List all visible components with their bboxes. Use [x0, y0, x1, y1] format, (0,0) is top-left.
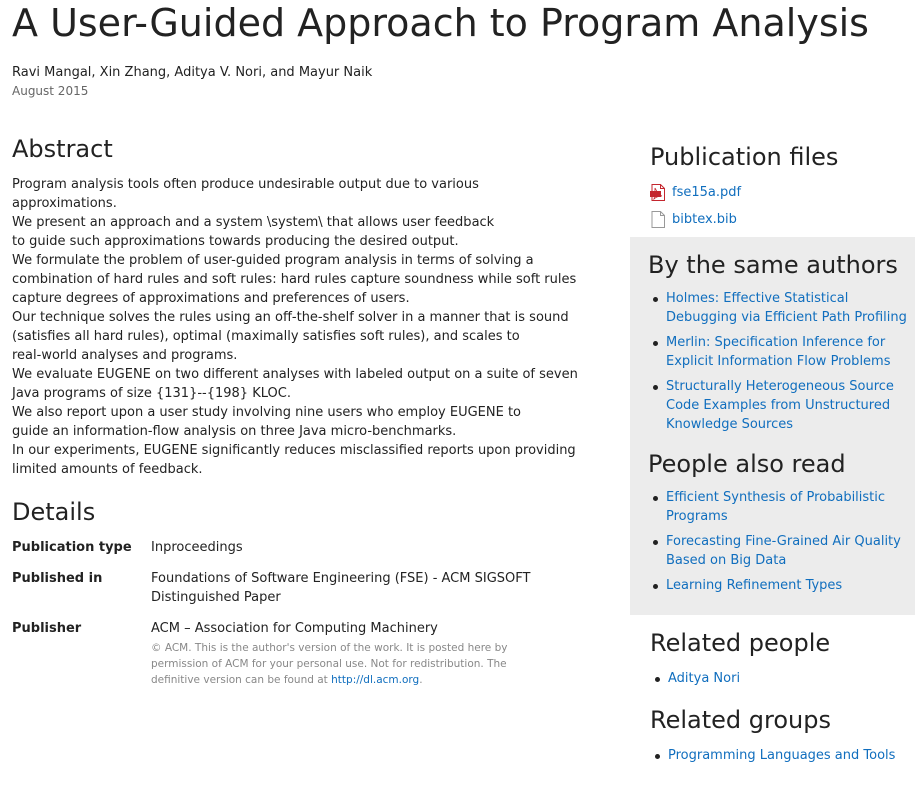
detail-value [151, 619, 551, 688]
abstract-text [12, 175, 592, 479]
related-person-link[interactable]: Aditya Nori [668, 671, 741, 686]
same-authors-link[interactable]: Holmes: Effective Statistical Debugging via Efficient Path Profiling [666, 291, 907, 325]
main-content [12, 133, 592, 700]
abstract-line: We also report upon a user study involving nine users who employ EUGENE to [12, 405, 522, 420]
list-item [666, 532, 907, 570]
same-authors-list [648, 289, 907, 434]
file-link[interactable]: fse15a.pdf [672, 185, 742, 200]
page-title: A User-Guided Approach to Program Analysis [12, 1, 869, 45]
same-authors-link[interactable]: Merlin: Specification Inference for Explicit Information Flow Problems [666, 335, 891, 369]
related-section [630, 615, 915, 765]
related-group-link[interactable]: Programming Languages and Tools [668, 748, 896, 763]
list-item [668, 746, 915, 765]
abstract-line: Java programs of size {131}--{198} KLOC. [12, 386, 291, 401]
related-publications-panel [630, 237, 915, 615]
also-read-link[interactable]: Efficient Synthesis of Probabilistic Programs [666, 490, 886, 524]
detail-value: Inproceedings [151, 540, 243, 555]
also-read-link[interactable]: Forecasting Fine-Grained Air Quality Based on Big Data [666, 534, 901, 568]
abstract-line: combination of hard rules and soft rules: hard rules capture soundness while soft rules [12, 272, 577, 287]
acm-dl-link[interactable]: http://dl.acm.org [331, 674, 420, 686]
authors: Ravi Mangal, Xin Zhang, Aditya V. Nori, and Mayur Naik [12, 65, 373, 80]
publisher-name: ACM – Association for Computing Machinery [151, 621, 438, 636]
list-item [666, 377, 907, 434]
same-authors-heading: By the same authors [648, 251, 898, 279]
copyright-note [151, 640, 551, 688]
abstract-heading: Abstract [12, 135, 113, 163]
copyright-text: © ACM. This is the author's version of the work. It is posted here by permission of ACM for your personal use. Not for redistribution. The definitive version can be found at [151, 642, 508, 686]
publication-files [630, 133, 915, 229]
related-people-heading: Related people [650, 629, 831, 657]
abstract-line: (satisfies all hard rules), optimal (maximally satisfies soft rules), and scales to [12, 329, 520, 344]
abstract-line: Our technique solves the rules using an off-the-shelf solver in a manner that is sound [12, 310, 569, 325]
detail-label: Publisher [12, 621, 82, 636]
related-groups-list [650, 746, 915, 765]
abstract-line: We evaluate EUGENE on two different analyses with labeled output on a suite of seven [12, 367, 578, 382]
file-link[interactable]: bibtex.bib [672, 212, 737, 227]
file-item-pdf[interactable] [650, 183, 915, 202]
abstract-line: Program analysis tools often produce undesirable output due to various [12, 177, 479, 192]
detail-row-publication-type [12, 538, 592, 557]
abstract-line: We formulate the problem of user-guided program analysis in terms of solving a [12, 253, 534, 268]
detail-value: Foundations of Software Engineering (FSE) - ACM SIGSOFT Distinguished Paper [151, 571, 531, 605]
list-item [668, 669, 915, 688]
also-read-heading: People also read [648, 450, 846, 478]
abstract-line: We present an approach and a system \system\ that allows user feedback [12, 215, 495, 230]
list-item [666, 289, 907, 327]
detail-row-publisher [12, 619, 592, 688]
copyright-end: . [419, 674, 423, 686]
abstract-line: real-world analyses and programs. [12, 348, 238, 363]
list-item [666, 488, 907, 526]
document-icon [650, 211, 666, 228]
file-item-bib[interactable] [650, 210, 915, 229]
abstract-line: guide an information-flow analysis on three Java micro-benchmarks. [12, 424, 457, 439]
abstract-line: approximations. [12, 196, 117, 211]
details-table [12, 538, 592, 688]
details-heading: Details [12, 498, 96, 526]
also-read-list [648, 488, 907, 595]
related-people-list [650, 669, 915, 688]
publication-date: August 2015 [12, 84, 89, 98]
detail-row-published-in [12, 569, 592, 607]
abstract-line: capture degrees of approximations and preferences of users. [12, 291, 410, 306]
sidebar [630, 133, 915, 771]
also-read-link[interactable]: Learning Refinement Types [666, 578, 843, 593]
detail-label: Publication type [12, 540, 132, 555]
list-item [666, 333, 907, 371]
list-item [666, 576, 907, 595]
publication-files-heading: Publication files [650, 143, 839, 171]
abstract-line: In our experiments, EUGENE significantly reduces misclassified reports upon providing [12, 443, 576, 458]
detail-label: Published in [12, 571, 103, 586]
related-groups-heading: Related groups [650, 706, 831, 734]
pdf-icon [650, 184, 666, 201]
same-authors-link[interactable]: Structurally Heterogeneous Source Code Examples from Unstructured Knowledge Sources [666, 379, 894, 432]
abstract-line: to guide such approximations towards producing the desired output. [12, 234, 459, 249]
abstract-line: limited amounts of feedback. [12, 462, 203, 477]
